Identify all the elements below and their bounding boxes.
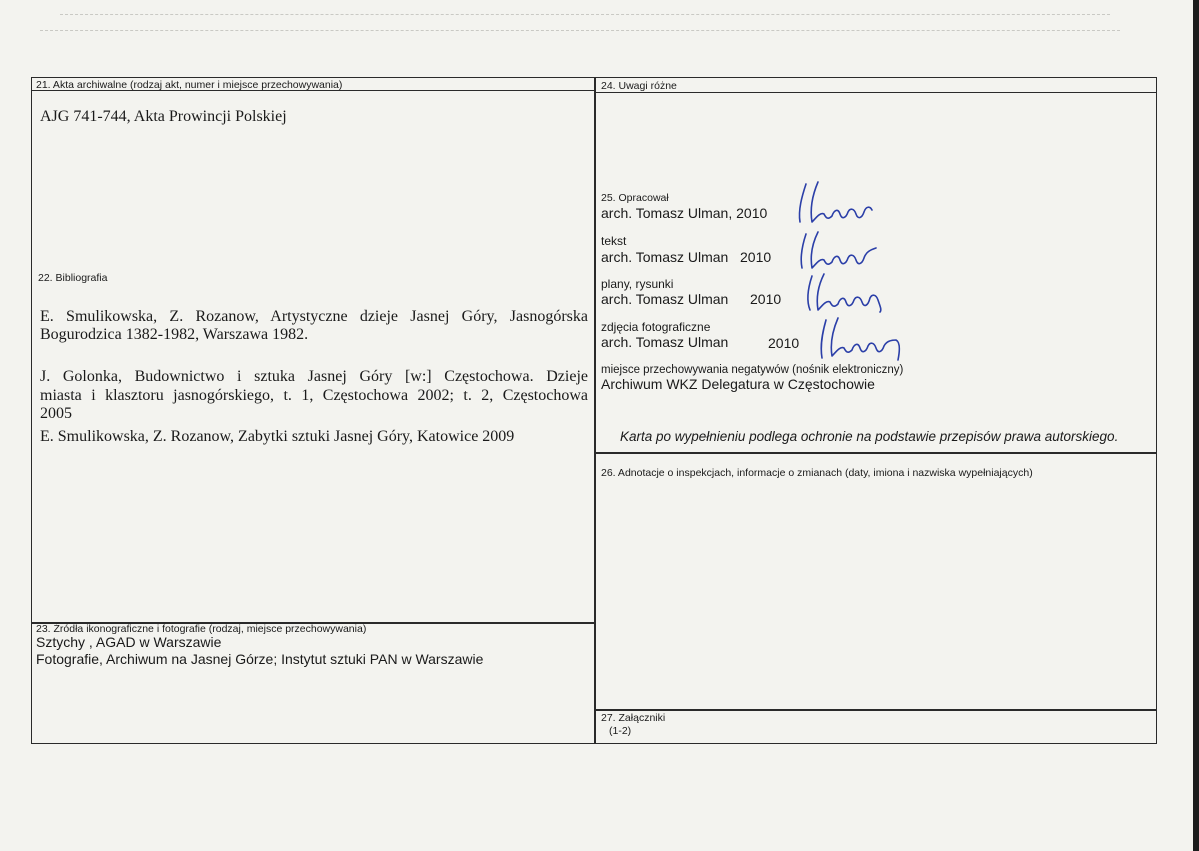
tekst-label: tekst [601,234,627,248]
signature-icon [790,178,882,226]
zdjecia-year: 2010 [768,335,800,351]
top-dash-line [60,14,1110,15]
section-26-label: 26. Adnotacje o inspekcjach, informacje o zmianach (daty, imiona i nazwiska wypełniających) [601,467,1033,479]
section-24-label: 24. Uwagi różne [601,80,677,92]
bibliography-entry-1-line1: E. Smulikowska, Z. Rozanow, Artystyczne dzieje Jasnej Góry, Jasnogórska [40,308,588,325]
section-21-label: 21. Akta archiwalne (rodzaj akt, numer i miejsce przechowywania) [36,79,343,91]
signature-icon [812,312,908,362]
tekst-year: 2010 [740,249,772,265]
signature-icon [800,268,890,314]
section-22-label: 22. Bibliografia [38,272,108,284]
bibliography-entry-3-line1: E. Smulikowska, Z. Rozanow, Zabytki sztuki Jasnej Góry, Katowice 2009 [40,428,515,445]
plany-year: 2010 [750,291,782,307]
column-divider [594,77,596,744]
divider-24-label [594,92,1157,93]
section-23-label: 23. Źródła ikonograficzne i fotografie (rodzaj, miejsce przechowywania) [36,623,367,635]
section-23-line1: Sztychy , AGAD w Warszawie [36,634,222,650]
bibliography-entry-1-line2: Bogurodzica 1382-1982, Warszawa 1982. [40,326,309,343]
divider-26-27 [594,709,1157,711]
zdjecia-value: arch. Tomasz Ulman [601,334,729,350]
tekst-value: arch. Tomasz Ulman [601,249,729,265]
page-edge [1193,0,1199,851]
section-25-label: 25. Opracował [601,192,669,204]
negatywy-value: Archiwum WKZ Delegatura w Częstochowie [601,376,875,392]
section-27-label: 27. Załączniki [601,712,666,724]
plany-value: arch. Tomasz Ulman [601,291,729,307]
zdjecia-label: zdjęcia fotograficzne [601,320,711,334]
negatywy-label: miejsce przechowywania negatywów (nośnik elektroniczny) [601,364,904,376]
bibliography-entry-2-line2: miasta i klasztoru jasnogórskiego, t. 1, Częstochowa 2002; t. 2, Częstochowa [40,387,588,404]
author-value: arch. Tomasz Ulman, 2010 [601,205,768,221]
top-dash-line [40,30,1120,31]
signature-icon [792,226,884,272]
plany-label: plany, rysunki [601,277,674,291]
bibliography-entry-2-line3: 2005 [40,405,72,422]
section-27-value: (1-2) [609,725,632,737]
section-23-line2: Fotografie, Archiwum na Jasnej Górze; Instytut sztuki PAN w Warszawie [36,651,484,667]
bibliography-entry-2-line1: J. Golonka, Budownictwo i sztuka Jasnej Góry [w:] Częstochowa. Dzieje [40,368,588,385]
section-21-value: AJG 741-744, Akta Prowincji Polskiej [40,108,287,125]
divider-25-26 [594,452,1157,454]
copyright-note: Karta po wypełnieniu podlega ochronie na podstawie przepisów prawa autorskiego. [620,429,1119,444]
